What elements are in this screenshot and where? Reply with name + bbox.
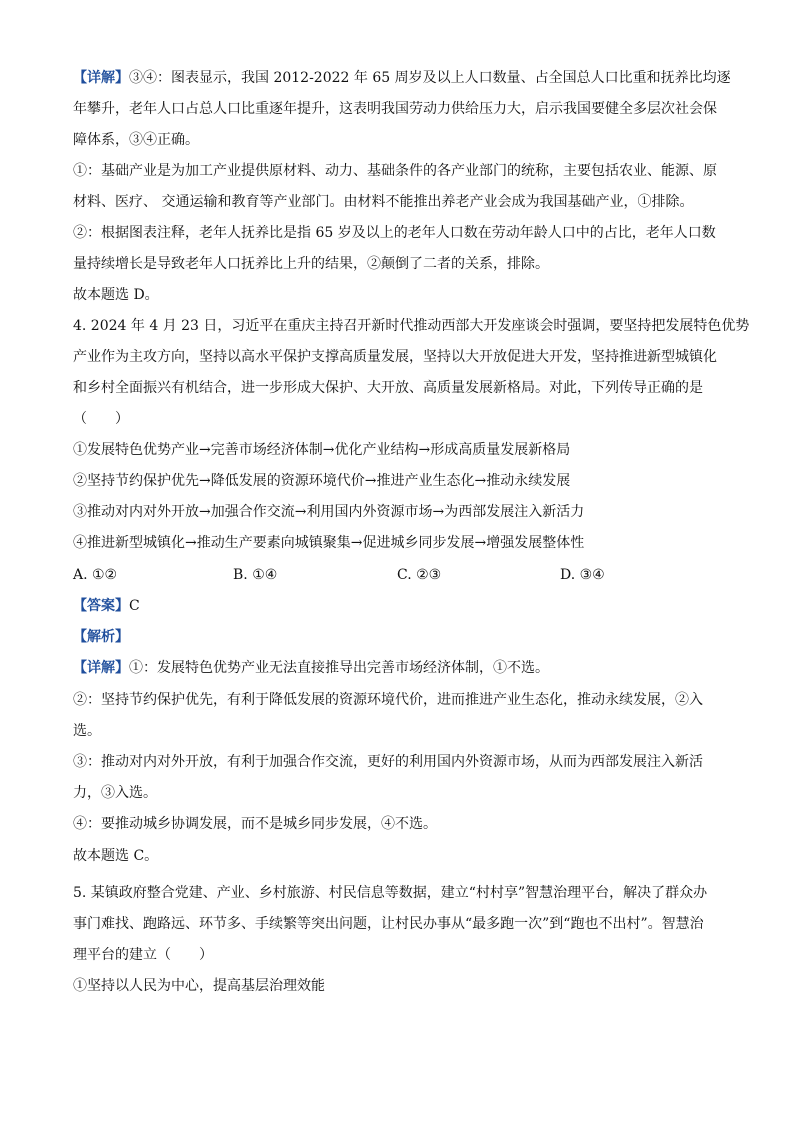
q4-stem-line-1: 4. 2024 年 4 月 23 日，习近平在重庆主持召开新时代推动西部大开发座谈会时强调，要坚持把发展特色优势 [73,318,750,334]
q4-stem-line-3: 和乡村全面振兴有机结合，进一步形成大保护、大开放、高质量发展新格局。对此，下列传导正确的是 [73,380,703,396]
q3-detail-text: ③④：图表显示，我国 2012-2022 年 65 周岁及以上人口数量、占全国总人口比重和抚养比均逐 [129,70,731,86]
q3-detail-line-6: ②：根据图表注释，老年人抚养比是指 65 岁及以上的老年人口数在劳动年龄人口中的占比，老年人口数 [73,225,716,241]
q4-stem-line-2: 产业作为主攻方向，坚持以高水平保护支撑高质量发展，坚持以大开放促进大开发，坚持推进新型城镇化 [73,349,717,365]
answer-label: 【答案】 [73,598,129,614]
q4-detail-line-3: 选。 [73,723,101,739]
analysis-label: 【解析】 [73,629,129,645]
q3-detail-line-1 [73,68,733,88]
q4-item-3: ③推动对内对外开放→加强合作交流→利用国内外资源市场→为西部发展注入新活力 [73,504,585,520]
q3-detail-line-5: 材料、医疗、 交通运输和教育等产业部门。由材料不能推出养老产业会成为我国基础产业，①排除。 [73,194,694,210]
q4-item-4: ④推进新型城镇化→推动生产要素向城镇聚集→促进城乡同步发展→增强发展整体性 [73,535,585,551]
q3-detail-line-3: 障体系，③④正确。 [73,132,199,148]
q4-option-d: D. ③④ [560,567,605,583]
q4-answer-line [73,596,733,616]
detail-label: 【详解】 [73,70,129,86]
q4-item-2: ②坚持节约保护优先→降低发展的资源环境代价→推进产业生态化→推动永续发展 [73,473,571,489]
q5-stem-line-1: 5. 某镇政府整合党建、产业、乡村旅游、村民信息等数据，建立“村村享”智慧治理平台，解决了群众办 [73,885,708,901]
q4-detail-line-2: ②：坚持节约保护优先，有利于降低发展的资源环境代价，进而推进产业生态化，推动永续发展，②入 [73,692,703,708]
q4-option-c: C. ②③ [397,567,442,583]
q3-conclusion: 故本题选 D。 [73,287,159,303]
q4-detail-line-1 [73,658,733,678]
q3-detail-line-2: 年攀升，老年人口占总人口比重逐年提升，这表明我国劳动力供给压力大，启示我国要健全多层次社会保 [73,101,717,117]
q4-conclusion: 故本题选 C。 [73,848,159,864]
q4-option-b: B. ①④ [233,567,278,583]
q4-stem-line-4: （ ） [73,411,129,427]
q4-detail-text: ①：发展特色优势产业无法直接推导出完善市场经济体制，①不选。 [129,660,549,676]
q4-item-1: ①发展特色优势产业→完善市场经济体制→优化产业结构→形成高质量发展新格局 [73,442,571,458]
q4-analysis-label [73,627,733,647]
q4-detail-line-5: 力，③入选。 [73,785,157,801]
q4-option-a: A. ①② [73,567,118,583]
q5-stem-line-3: 理平台的建立（ ） [73,947,213,963]
q3-detail-line-4: ①：基础产业是为加工产业提供原材料、动力、基础条件的各产业部门的统称，主要包括农业、能源、原 [73,163,717,179]
q4-detail-line-6: ④：要推动城乡协调发展，而不是城乡同步发展，④不选。 [73,816,437,832]
q3-detail-line-7: 量持续增长是导致老年人口抚养比上升的结果，②颠倒了二者的关系，排除。 [73,256,549,272]
detail-label: 【详解】 [73,660,129,676]
q4-answer: C [129,598,140,614]
q5-item-1: ①坚持以人民为中心，提高基层治理效能 [73,978,325,994]
q5-stem-line-2: 事门难找、跑路远、环节多、手续繁等突出问题，让村民办事从“最多跑一次”到“跑也不出村”。智慧治 [73,916,704,932]
q4-detail-line-4: ③：推动对内对外开放，有利于加强合作交流，更好的利用国内外资源市场，从而为西部发展注入新活 [73,754,703,770]
